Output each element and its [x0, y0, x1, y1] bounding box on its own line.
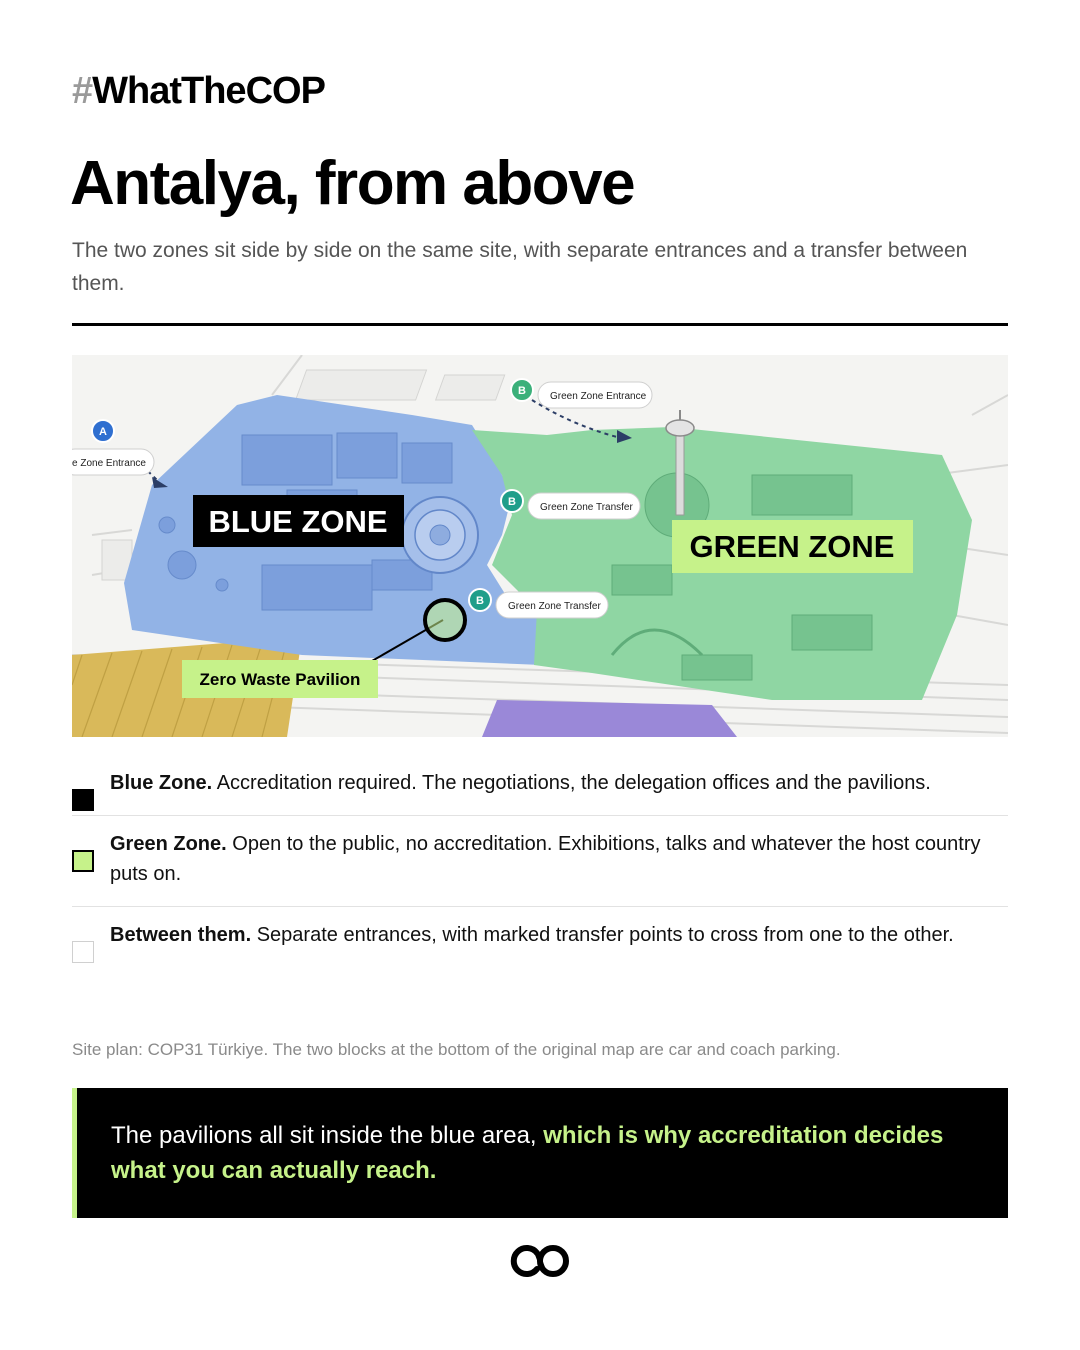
blue-entrance-label: e Zone Entrance [72, 458, 146, 469]
green-entrance-label: Green Zone Entrance [550, 391, 647, 402]
parking-purple [482, 700, 737, 737]
source-note: Site plan: COP31 Türkiye. The two blocks at the bottom of the original map are car and coach parking. [72, 1040, 841, 1059]
legend-title: Between them. [110, 924, 252, 946]
legend [72, 755, 1008, 967]
divider [72, 323, 1008, 326]
page-subtitle: The two zones sit side by side on the same site, with separate entrances and a transfer between them. [72, 239, 968, 295]
green-transfer-label-2: Green Zone Transfer [508, 601, 601, 612]
marker-b-label: B [508, 496, 516, 508]
legend-item-green-zone [72, 816, 1008, 907]
legend-swatch-green-zone [72, 850, 94, 872]
brand-name: WhatTheCOP [92, 70, 325, 112]
marker-b-label: B [476, 595, 484, 607]
callout-box [72, 1088, 1008, 1218]
blue-zone-label: BLUE ZONE [208, 504, 388, 539]
marker-a-label: A [99, 426, 107, 438]
green-zone-tag [672, 520, 913, 573]
legend-item-blue-zone [72, 755, 1008, 816]
legend-text: Open to the public, no accreditation. Exhibitions, talks and whatever the host country puts on. [110, 833, 981, 885]
marker-b-label: B [518, 385, 526, 397]
legend-text: Separate entrances, with marked transfer points to cross from one to the other. [251, 924, 954, 946]
green-transfer-label-1: Green Zone Transfer [540, 502, 633, 513]
legend-item-between [72, 907, 1008, 967]
brand-hash: # [72, 70, 93, 112]
page-title: Antalya, from above [70, 149, 635, 218]
pavilion-tag [182, 660, 378, 698]
pavilion-label: Zero Waste Pavilion [199, 670, 361, 689]
legend-title: Blue Zone. [110, 772, 213, 794]
legend-title: Green Zone. [110, 833, 227, 855]
legend-swatch-blue-zone [72, 789, 94, 811]
callout-highlight: which is why accreditation decides what you can actually reach. [111, 1122, 944, 1184]
pavilion-ring-icon [425, 600, 465, 640]
dome-building [402, 497, 478, 573]
brand-hashtag [72, 70, 325, 113]
co-infinity-logo-icon [507, 1243, 573, 1279]
site-map [72, 355, 1008, 737]
blue-zone-tag [193, 495, 404, 547]
legend-swatch-between [72, 941, 94, 963]
legend-text: Accreditation required. The negotiations, the delegation offices and the pavilions. [212, 772, 931, 794]
green-zone-label: GREEN ZONE [689, 529, 895, 564]
callout-text: The pavilions all sit inside the blue area, [111, 1122, 544, 1149]
